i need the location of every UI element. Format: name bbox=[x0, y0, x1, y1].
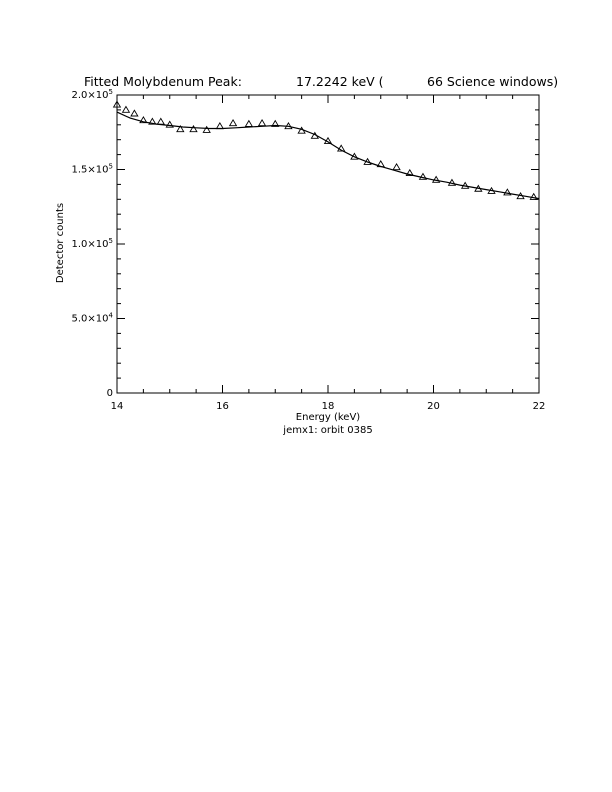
data-point-triangle bbox=[131, 110, 138, 116]
y-tick-label: $1.5\times 10^5$ bbox=[71, 162, 113, 176]
y-tick-labels bbox=[72, 88, 114, 399]
x-tick-label: 20 bbox=[427, 401, 440, 412]
x-tick-label: 22 bbox=[532, 401, 546, 412]
x-tick-label: 16 bbox=[216, 401, 229, 412]
data-point-triangle bbox=[216, 123, 223, 129]
data-point-triangle bbox=[123, 107, 130, 113]
data-point-triangle bbox=[157, 118, 164, 124]
data-point-triangle bbox=[504, 189, 511, 195]
chart-title-part1: Fitted Molybdenum Peak: bbox=[84, 74, 242, 89]
data-point-triangle bbox=[420, 174, 427, 180]
x-tick-labels bbox=[111, 401, 546, 412]
x-tick-label: 14 bbox=[110, 401, 124, 412]
y-tick-label: $2.0\times 10^5$ bbox=[71, 88, 113, 101]
data-point-triangle bbox=[530, 194, 537, 200]
y-axis-label: Detector counts bbox=[55, 202, 66, 284]
data-point-triangle bbox=[203, 127, 210, 133]
y-tick-label: 0 bbox=[106, 388, 113, 399]
chart-subtitle: jemx1: orbit 0385 bbox=[283, 425, 373, 436]
x-tick-label: 18 bbox=[321, 401, 335, 412]
y-tick-label: $5.0\times 10^4$ bbox=[71, 311, 113, 325]
x-axis-label: Energy (keV) bbox=[295, 412, 361, 423]
y-tick-label: $1.0\times 10^5$ bbox=[71, 237, 113, 250]
data-point-triangle bbox=[259, 120, 266, 126]
data-point-triangle bbox=[230, 120, 237, 126]
data-points bbox=[114, 101, 538, 199]
plot-frame bbox=[117, 95, 539, 393]
chart-title-part2: 17.2242 keV ( bbox=[296, 74, 384, 89]
data-point-triangle bbox=[377, 161, 384, 167]
data-point-triangle bbox=[245, 121, 252, 127]
data-point-triangle bbox=[166, 121, 173, 127]
data-point-triangle bbox=[190, 126, 197, 132]
chart-title-part3: 66 Science windows) bbox=[427, 74, 559, 89]
data-point-triangle bbox=[393, 164, 400, 170]
axis-ticks bbox=[117, 95, 539, 393]
